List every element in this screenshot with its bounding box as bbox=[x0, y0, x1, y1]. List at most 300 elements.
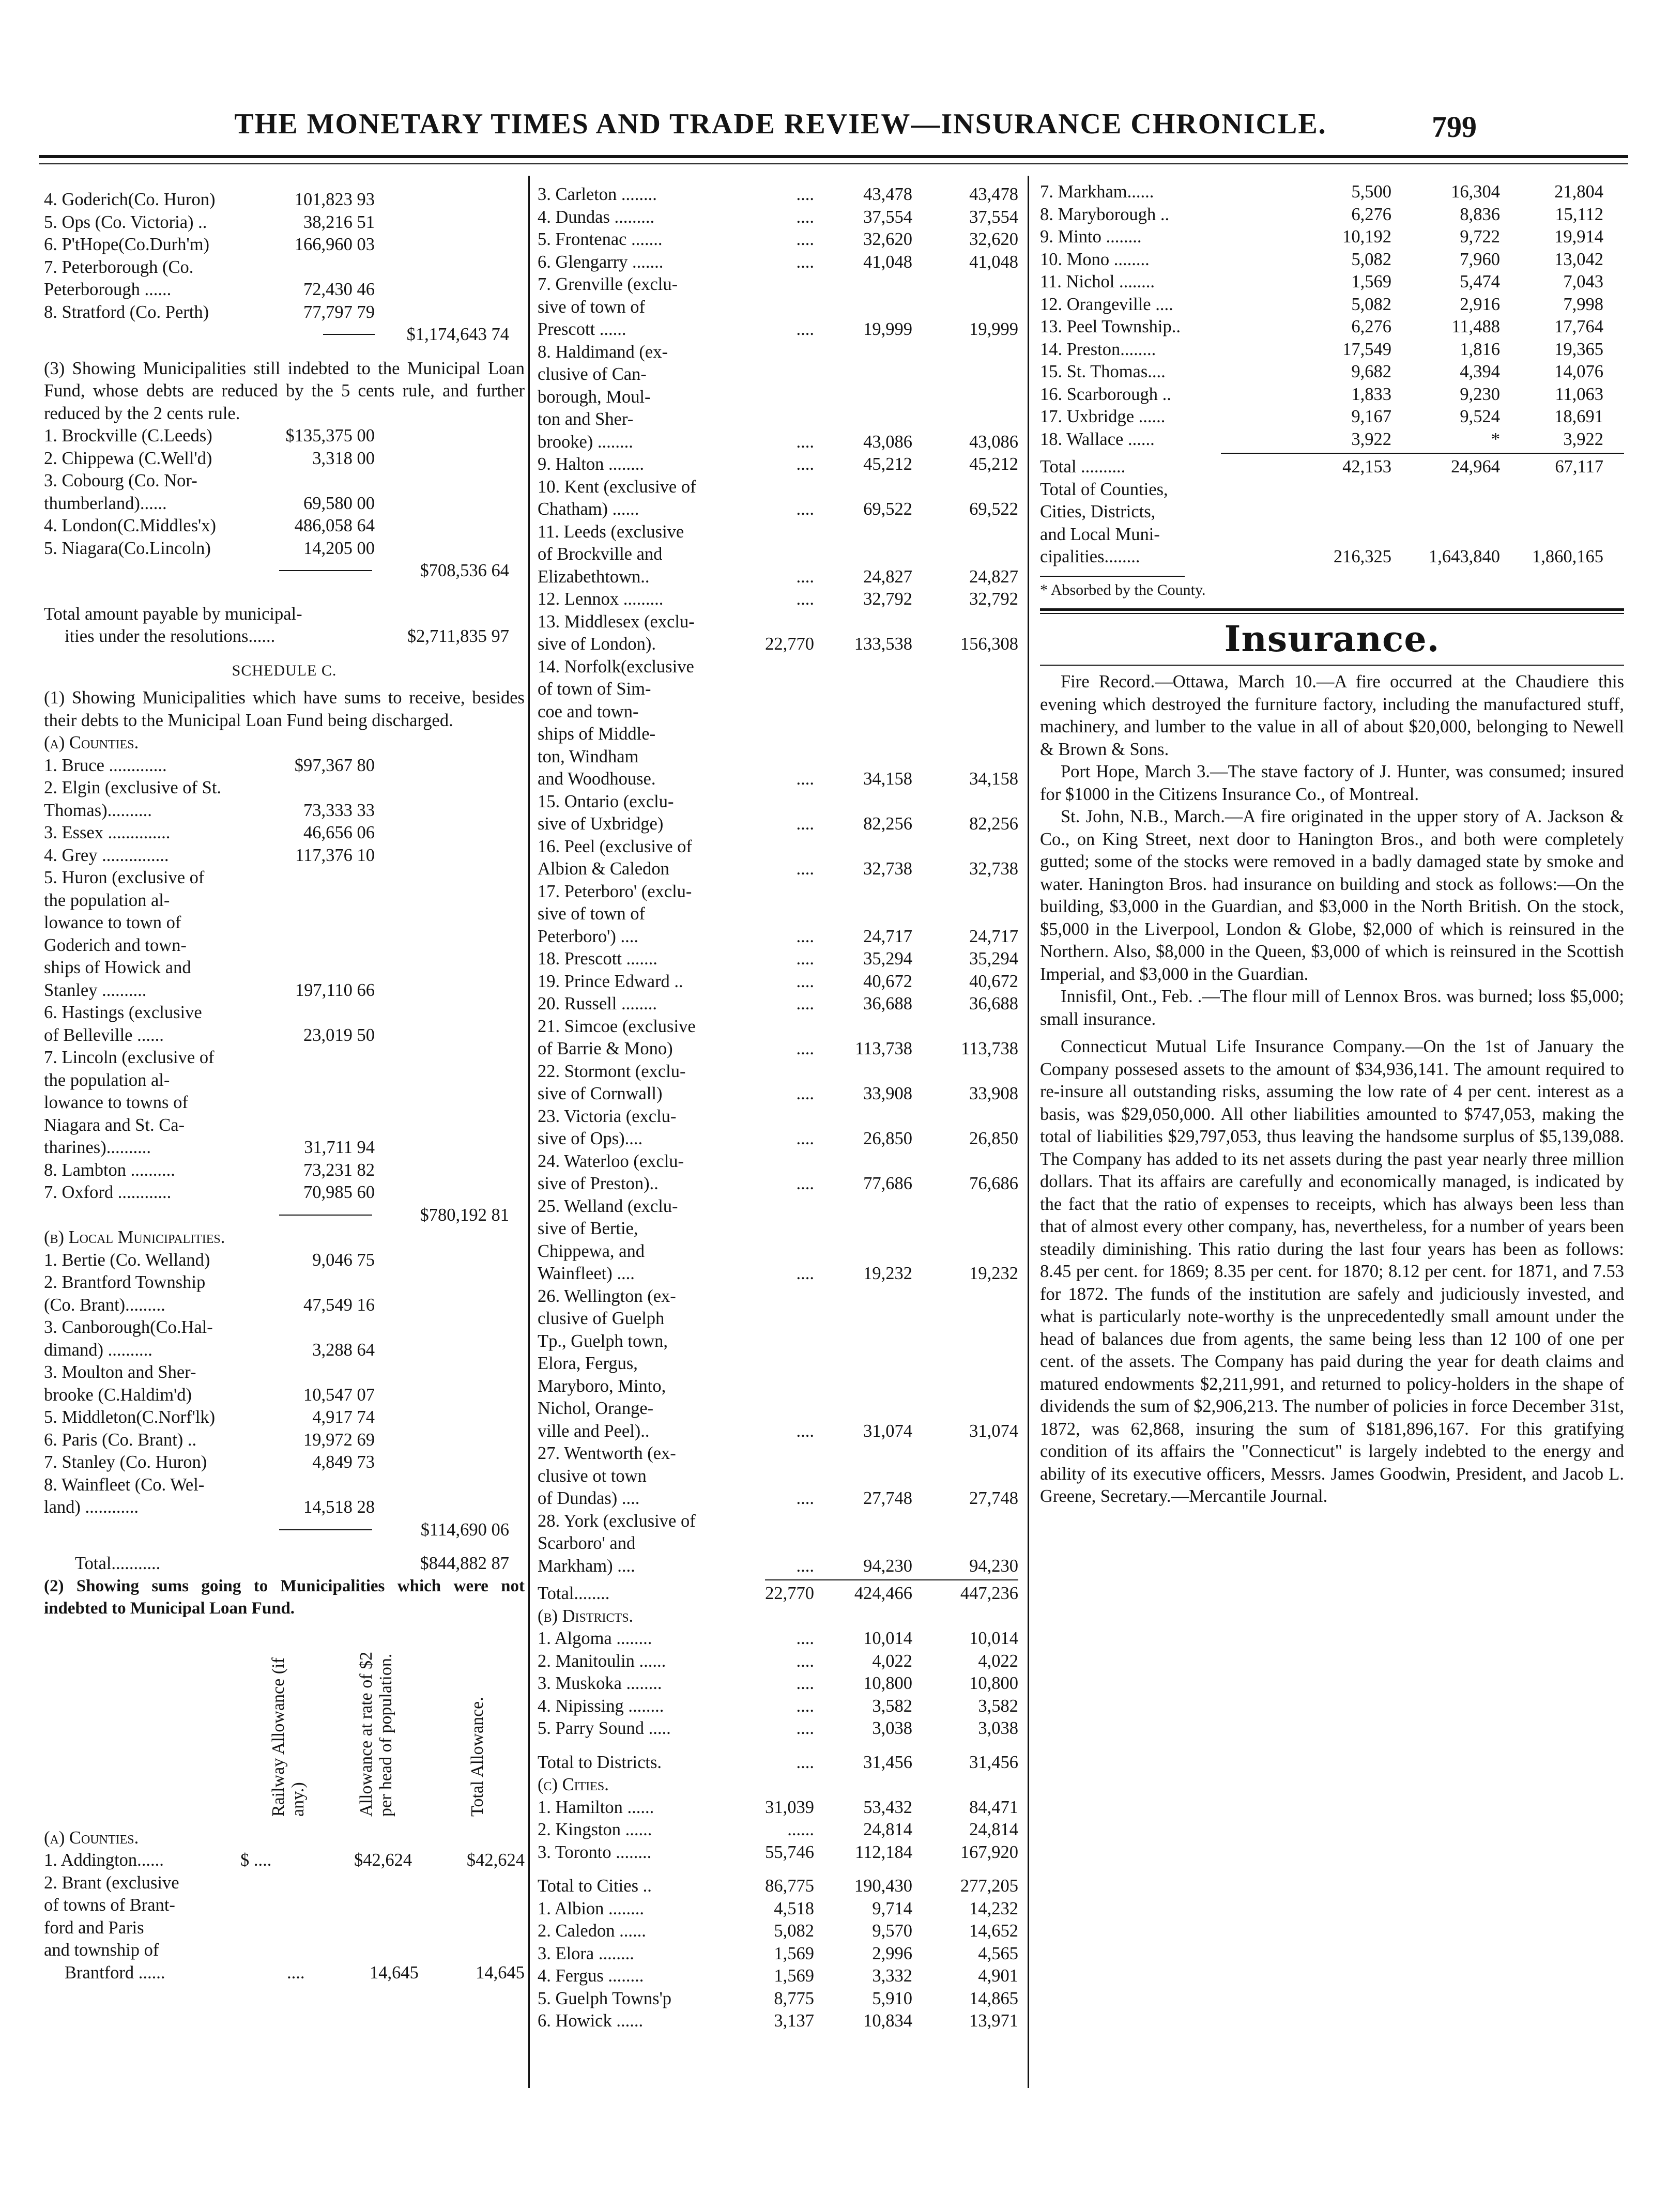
item-name: 5. Niagara(Co.Lincoln) bbox=[44, 538, 211, 558]
table-row bbox=[538, 206, 1018, 229]
table-row bbox=[538, 903, 1018, 926]
row-value-3: 3,922 bbox=[1563, 429, 1603, 449]
row-value-2: 31,456 bbox=[863, 1752, 912, 1772]
paragraph-st-john: St. John, N.B., March.—A fire originated in the upper story of A. Jackson & Co., on King Street, next door to Hanington Bros., and both were completely gutted; some of the stocks were removed in a badly damaged state by smoke and water. Hanington Bros. had insurance on building and stock as follows:—On the building, $3,000 in the Guardian, and $3,000 in the North British. On the stock, $5,000 in the Liverpool, London & Globe, $2,000 of which is reinsured in the Northern. Also, $8,000 in the Queen, $3,000 of which is reinsured in the Scottish Imperial, and $3,000 in the Guardian. bbox=[1040, 807, 1624, 984]
row-label: 16. Peel (exclusive of bbox=[538, 836, 692, 856]
table-row bbox=[538, 926, 1018, 948]
list-item bbox=[44, 1361, 525, 1384]
row-label: 1. Albion ........ bbox=[538, 1898, 645, 1918]
row-label: 4. Dundas ......... bbox=[538, 207, 655, 227]
row-value-2: 9,714 bbox=[872, 1898, 912, 1918]
table-row bbox=[538, 1240, 1018, 1263]
column-divider-right bbox=[1028, 176, 1029, 2088]
table-row bbox=[1040, 181, 1624, 204]
table-row bbox=[538, 881, 1018, 903]
item-name: 6. Paris (Co. Brant) .. bbox=[44, 1430, 197, 1450]
row-label: 16. Scarborough .. bbox=[1040, 384, 1171, 404]
page-number: 799 bbox=[1432, 110, 1477, 144]
list-item bbox=[44, 493, 525, 515]
table-row bbox=[538, 1510, 1018, 1533]
item-name: 1. Bertie (Co. Welland) bbox=[44, 1250, 210, 1270]
row-value-1: 1,569 bbox=[774, 1943, 814, 1963]
item-name: 3. Canborough(Co.Hal- bbox=[44, 1317, 213, 1337]
row-value-1: 55,746 bbox=[765, 1842, 814, 1862]
item-name: 2. Elgin (exclusive of St. bbox=[44, 778, 222, 797]
item-name: 1. Bruce ............. bbox=[44, 755, 167, 775]
table-row bbox=[538, 341, 1018, 364]
row-value-1: 3,922 bbox=[1351, 429, 1391, 449]
row-label: 14. Norfolk(exclusive bbox=[538, 656, 694, 677]
list-item bbox=[44, 1451, 525, 1474]
table-row bbox=[538, 1988, 1018, 2010]
row-label: 17. Peterboro' (exclu- bbox=[538, 881, 692, 901]
row-value-3: 41,048 bbox=[969, 252, 1018, 272]
item-amount: $97,367 80 bbox=[294, 755, 375, 775]
footnote-rule bbox=[1040, 576, 1185, 577]
table-row bbox=[538, 1532, 1018, 1555]
item-name: 3. Essex .............. bbox=[44, 823, 171, 842]
table-row bbox=[538, 2010, 1018, 2033]
row-value-2: 33,908 bbox=[863, 1084, 912, 1103]
row-value-2: 4,394 bbox=[1460, 362, 1500, 381]
row-value-3: 447,236 bbox=[960, 1584, 1018, 1603]
list-item bbox=[44, 844, 525, 867]
row-label: ton and Sher- bbox=[538, 409, 634, 429]
row-label: 18. Wallace ...... bbox=[1040, 429, 1155, 449]
table-row bbox=[538, 1353, 1018, 1375]
table-row bbox=[538, 1442, 1018, 1465]
item-name: land) ............ bbox=[44, 1497, 139, 1517]
row-value-3: 277,205 bbox=[960, 1876, 1018, 1896]
row-value-3: 67,117 bbox=[1555, 457, 1603, 477]
table-row bbox=[538, 1105, 1018, 1128]
item-amount: 166,960 03 bbox=[294, 235, 375, 254]
row-label: 15. St. Thomas.... bbox=[1040, 362, 1166, 381]
row-value-1: 3,137 bbox=[774, 2011, 814, 2031]
local-total: $114,690 06 bbox=[420, 1519, 509, 1540]
cities-heading: (c) Cities. bbox=[538, 1775, 609, 1794]
row-value-2: 31,074 bbox=[863, 1421, 912, 1441]
row-label: 3. Carleton ........ bbox=[538, 185, 657, 204]
row-value-2: 10,834 bbox=[863, 2011, 912, 2031]
item-name: 4. Goderich(Co. Huron) bbox=[44, 190, 216, 209]
table-row bbox=[1040, 383, 1624, 406]
item-name: 4. London(C.Middles'x) bbox=[44, 516, 216, 535]
line-text: ford and Paris bbox=[44, 1917, 144, 1938]
column-3 bbox=[1040, 181, 1624, 1508]
table-row bbox=[538, 1841, 1018, 1864]
total-payable-line-1: Total amount payable by municipal- bbox=[44, 604, 302, 624]
table-row bbox=[538, 183, 1018, 206]
row-value-3: 32,620 bbox=[969, 229, 1018, 249]
item-name: tharines).......... bbox=[44, 1138, 151, 1157]
row-value-1: .... bbox=[796, 1696, 814, 1716]
text-line bbox=[1040, 479, 1624, 501]
list-item bbox=[44, 755, 525, 777]
counties-table bbox=[538, 183, 1018, 1577]
row-value-2: 3,332 bbox=[872, 1966, 912, 1986]
row-value-1: 216,325 bbox=[1333, 547, 1391, 566]
table-row bbox=[538, 1218, 1018, 1240]
row-label: 2. Caledon ...... bbox=[538, 1921, 646, 1941]
item-amount: 46,656 06 bbox=[303, 823, 375, 842]
row-value-2: 11,488 bbox=[1451, 317, 1500, 336]
row-value-2: 1,816 bbox=[1460, 339, 1500, 359]
list-b-total: $708,536 64 bbox=[420, 561, 509, 580]
table-row bbox=[538, 993, 1018, 1016]
list-item bbox=[44, 957, 525, 979]
row-value-1: .... bbox=[796, 814, 814, 834]
row-label: 4. Nipissing ........ bbox=[538, 1696, 664, 1716]
row-label: of Dundas) .... bbox=[538, 1488, 640, 1508]
list-item bbox=[44, 1339, 525, 1362]
row-value-2: 5,910 bbox=[872, 1988, 912, 2008]
list-item bbox=[44, 1294, 525, 1317]
row-label: 2. Kingston ...... bbox=[538, 1820, 652, 1839]
table-row bbox=[538, 1627, 1018, 1650]
row-label: Markham) .... bbox=[538, 1556, 635, 1576]
row-value-1: .... bbox=[796, 1084, 814, 1103]
row-label: 11. Leeds (exclusive bbox=[538, 521, 684, 542]
table-row bbox=[538, 948, 1018, 971]
row-label: 28. York (exclusive of bbox=[538, 1511, 696, 1531]
item-amount: 14,205 00 bbox=[303, 538, 375, 558]
item-name: 3. Moulton and Sher- bbox=[44, 1362, 196, 1382]
row-label: Chatham) ...... bbox=[538, 499, 639, 519]
item-amount: 9,046 75 bbox=[312, 1250, 375, 1270]
item-amount: 4,849 73 bbox=[312, 1452, 375, 1472]
list-item bbox=[44, 1136, 525, 1159]
table-row bbox=[538, 1308, 1018, 1330]
row-value-2: 24,717 bbox=[863, 926, 912, 946]
row-label: Total .......... bbox=[1040, 457, 1126, 477]
towns-table bbox=[538, 1898, 1018, 2033]
row-value-3: 94,230 bbox=[969, 1556, 1018, 1576]
item-name: 8. Lambton .......... bbox=[44, 1160, 175, 1180]
row-value-3: 7,998 bbox=[1563, 294, 1603, 314]
list-item bbox=[44, 934, 525, 957]
item-name: Thomas).......... bbox=[44, 800, 152, 820]
row-value-2: 10,800 bbox=[863, 1673, 912, 1693]
item-name: 2. Brantford Township bbox=[44, 1272, 206, 1292]
column-2 bbox=[538, 183, 1018, 2033]
text-line bbox=[44, 1872, 525, 1895]
total-rule bbox=[279, 1529, 372, 1530]
table-row bbox=[1040, 456, 1624, 479]
row-value-1: .... bbox=[796, 1264, 814, 1283]
table-row bbox=[538, 1465, 1018, 1488]
insurance-heading: Insurance. bbox=[1224, 619, 1440, 660]
row-label: Tp., Guelph town, bbox=[538, 1331, 668, 1351]
row-label: 9. Minto ........ bbox=[1040, 227, 1142, 247]
cities-table bbox=[538, 1796, 1018, 1864]
table-row bbox=[1040, 428, 1624, 451]
table-row bbox=[538, 768, 1018, 791]
row-value-3: 43,478 bbox=[969, 185, 1018, 204]
table-row bbox=[1040, 226, 1624, 249]
list-item bbox=[44, 537, 525, 560]
item-name: the population al- bbox=[44, 890, 170, 910]
row-value-1: .... bbox=[796, 229, 814, 249]
item-amount: 19,972 69 bbox=[303, 1430, 375, 1450]
item-amount: 3,288 64 bbox=[312, 1340, 375, 1360]
list-item bbox=[44, 1181, 525, 1204]
table-row bbox=[538, 1695, 1018, 1718]
table-row bbox=[538, 543, 1018, 566]
table-row bbox=[1040, 406, 1624, 428]
row-value-1: 9,682 bbox=[1351, 362, 1391, 381]
line-text: Cities, Districts, bbox=[1040, 502, 1156, 521]
list-item bbox=[44, 777, 525, 800]
row-value-3: 19,999 bbox=[969, 319, 1018, 339]
row-value-2: 45,212 bbox=[863, 454, 912, 474]
row-value-1: 17,549 bbox=[1342, 339, 1391, 359]
item-name: Niagara and St. Ca- bbox=[44, 1115, 185, 1135]
row-value-1: .... bbox=[796, 1718, 814, 1738]
counties-heading: (a) Counties. bbox=[44, 733, 139, 752]
header-rule-thick bbox=[39, 155, 1628, 158]
row-value-3: 34,158 bbox=[969, 769, 1018, 789]
item-amount: $135,375 00 bbox=[285, 426, 375, 446]
item-amount: 38,216 51 bbox=[303, 212, 375, 232]
row-value-1: 4,518 bbox=[774, 1898, 814, 1918]
item-amount: 10,547 07 bbox=[303, 1385, 375, 1405]
table-row bbox=[538, 1128, 1018, 1150]
schedule-heading: SCHEDULE C. bbox=[232, 662, 337, 679]
table-row bbox=[538, 656, 1018, 679]
row-label: 1. Hamilton ...... bbox=[538, 1797, 654, 1817]
row-label: ton, Windham bbox=[538, 746, 639, 766]
item-name: the population al- bbox=[44, 1070, 170, 1090]
total-rule bbox=[279, 570, 372, 571]
list-item bbox=[44, 515, 525, 537]
total-rule bbox=[1221, 453, 1624, 454]
list-item bbox=[44, 234, 525, 256]
row-value-2: 43,478 bbox=[863, 185, 912, 204]
grand-total-row: Total........... $844,882 87 bbox=[44, 1553, 525, 1575]
item-amount: 31,711 94 bbox=[304, 1138, 375, 1157]
table-row bbox=[538, 521, 1018, 544]
table-row bbox=[538, 633, 1018, 656]
addington-row: 1. Addington...... $ .... $42,624 $42,624 bbox=[44, 1850, 525, 1870]
table-row bbox=[538, 1650, 1018, 1673]
row-value-2: 26,850 bbox=[863, 1129, 912, 1148]
row-label: clusive of Guelph bbox=[538, 1309, 665, 1328]
list-item bbox=[44, 867, 525, 889]
item-name: 8. Stratford (Co. Perth) bbox=[44, 302, 209, 322]
list-item bbox=[44, 425, 525, 448]
row-label: 5. Parry Sound ..... bbox=[538, 1718, 671, 1738]
total-rule bbox=[323, 334, 375, 335]
row-value-2: 82,256 bbox=[863, 814, 912, 834]
row-value-1: 1,569 bbox=[774, 1966, 814, 1986]
list-item bbox=[44, 1496, 525, 1519]
row-value-3: 40,672 bbox=[969, 971, 1018, 991]
table-row bbox=[538, 251, 1018, 274]
table-row bbox=[538, 1965, 1018, 1988]
item-name: 7. Lincoln (exclusive of bbox=[44, 1048, 215, 1067]
item-name: Goderich and town- bbox=[44, 935, 187, 955]
table-row bbox=[538, 498, 1018, 521]
row-label: 25. Welland (exclu- bbox=[538, 1196, 678, 1216]
paragraph-port-hope: Port Hope, March 3.—The stave factory of J. Hunter, was consumed; insured for $1000 in the Citizens Insurance Co., of Montreal. bbox=[1040, 762, 1624, 804]
row-value-2: 9,524 bbox=[1460, 407, 1500, 426]
item-name: lowance to town of bbox=[44, 913, 181, 932]
row-label: of town of Sim- bbox=[538, 679, 651, 699]
table-row bbox=[538, 1898, 1018, 1921]
table-row bbox=[538, 746, 1018, 769]
row-value-2: 3,038 bbox=[872, 1718, 912, 1738]
row-value-1: .... bbox=[796, 185, 814, 204]
row-value-2: 5,474 bbox=[1460, 272, 1500, 291]
row-value-1: 6,276 bbox=[1351, 204, 1391, 224]
table-row bbox=[538, 408, 1018, 431]
table-row bbox=[538, 1375, 1018, 1398]
row-value-2: 7,960 bbox=[1460, 249, 1500, 269]
table-row bbox=[538, 1717, 1018, 1740]
row-value-2: 34,158 bbox=[863, 769, 912, 789]
row-value-3: 4,901 bbox=[978, 1966, 1018, 1986]
footnote: * Absorbed by the County. bbox=[1040, 581, 1206, 598]
list-item bbox=[44, 256, 525, 279]
grand-total-lines bbox=[1040, 479, 1624, 546]
row-label: 3. Toronto ........ bbox=[538, 1842, 652, 1862]
row-label: 11. Nichol ........ bbox=[1040, 272, 1155, 291]
row-value-2: 10,014 bbox=[863, 1629, 912, 1648]
row-label: cipalities........ bbox=[1040, 547, 1140, 566]
row-value-1: 8,775 bbox=[774, 1988, 814, 2008]
row-value-3: 3,038 bbox=[978, 1718, 1018, 1738]
row-value-2: 69,522 bbox=[863, 499, 912, 519]
row-value-3: 35,294 bbox=[969, 949, 1018, 969]
row-label: 8. Haldimand (ex- bbox=[538, 342, 668, 362]
row-value-1: ...... bbox=[787, 1820, 814, 1839]
row-label: 19. Prince Edward .. bbox=[538, 971, 683, 991]
row-value-2: 32,792 bbox=[863, 589, 912, 609]
list-item bbox=[44, 822, 525, 844]
table-row bbox=[538, 723, 1018, 746]
table-row bbox=[1040, 294, 1624, 316]
list-item bbox=[44, 448, 525, 470]
item-amount: 486,058 64 bbox=[294, 516, 375, 535]
counties-total: $780,192 81 bbox=[420, 1205, 509, 1225]
row-value-3: 69,522 bbox=[969, 499, 1018, 519]
local-municipalities-list bbox=[44, 1249, 525, 1519]
row-value-3: 13,971 bbox=[969, 2011, 1018, 2031]
table-row bbox=[538, 1038, 1018, 1061]
row-value-3: 24,814 bbox=[969, 1820, 1018, 1839]
row-value-1: .... bbox=[796, 1129, 814, 1148]
row-value-1: .... bbox=[796, 1629, 814, 1648]
text-line bbox=[1040, 501, 1624, 524]
row-value-2: 36,688 bbox=[863, 994, 912, 1013]
row-value-1: 10,192 bbox=[1342, 227, 1391, 247]
row-value-3: 33,908 bbox=[969, 1084, 1018, 1103]
row-label: 9. Halton ........ bbox=[538, 454, 645, 474]
row-value-1: .... bbox=[796, 499, 814, 519]
rotated-column-headers bbox=[44, 1620, 525, 1827]
table-row bbox=[538, 1487, 1018, 1510]
grand-total-row bbox=[1040, 546, 1624, 569]
list-item bbox=[44, 189, 525, 211]
row-value-3: 32,792 bbox=[969, 589, 1018, 609]
row-value-2: 3,582 bbox=[872, 1696, 912, 1716]
row-label: sive of Bertie, bbox=[538, 1219, 638, 1238]
row-value-1: .... bbox=[796, 566, 814, 587]
row-value-3: 14,232 bbox=[969, 1898, 1018, 1918]
row-value-1: .... bbox=[796, 971, 814, 991]
table-row bbox=[538, 1875, 1018, 1898]
row-value-1: 5,500 bbox=[1351, 182, 1391, 202]
table-row bbox=[538, 1173, 1018, 1195]
row-value-3: 31,074 bbox=[969, 1421, 1018, 1441]
row-label: 5. Frontenac ....... bbox=[538, 229, 663, 249]
list-item bbox=[44, 1002, 525, 1024]
row-label: ville and Peel).. bbox=[538, 1421, 650, 1441]
list-item bbox=[44, 1316, 525, 1339]
row-label: 5. Guelph Towns'p bbox=[538, 1988, 672, 2008]
counties-total-row bbox=[44, 1204, 525, 1227]
row-value-3: 1,860,165 bbox=[1532, 547, 1603, 566]
row-value-3: 37,554 bbox=[969, 207, 1018, 227]
row-label: 3. Elora ........ bbox=[538, 1943, 634, 1963]
row-label: Nichol, Orange- bbox=[538, 1399, 654, 1418]
item-amount: 117,376 10 bbox=[295, 845, 375, 865]
row-value-1: .... bbox=[796, 454, 814, 474]
row-label: 12. Orangeville .... bbox=[1040, 294, 1173, 314]
row-value-3: 4,565 bbox=[978, 1943, 1018, 1963]
row-label: Elora, Fergus, bbox=[538, 1354, 638, 1373]
table-row bbox=[538, 1943, 1018, 1965]
row-label: of Brockville and bbox=[538, 544, 663, 564]
row-value-2: 35,294 bbox=[863, 949, 912, 969]
list-item bbox=[44, 1092, 525, 1114]
row-label: 24. Waterloo (exclu- bbox=[538, 1151, 684, 1171]
list-item bbox=[44, 1249, 525, 1272]
brant-lines bbox=[44, 1872, 525, 1962]
row-label: sive of Preston).. bbox=[538, 1174, 659, 1193]
districts-total-row bbox=[538, 1752, 1018, 1774]
row-label: 27. Wentworth (ex- bbox=[538, 1443, 676, 1463]
list-item bbox=[44, 211, 525, 234]
row-value-3: 31,456 bbox=[969, 1752, 1018, 1772]
item-name: 5. Middleton(C.Norf'lk) bbox=[44, 1407, 216, 1427]
row-value-2: 19,999 bbox=[863, 319, 912, 339]
table-row bbox=[1040, 339, 1624, 361]
row-label: 1. Algoma ........ bbox=[538, 1629, 652, 1648]
item-name: 7. Oxford ............ bbox=[44, 1182, 172, 1202]
table-row bbox=[538, 453, 1018, 476]
table-row bbox=[538, 1796, 1018, 1819]
row-value-1: .... bbox=[796, 207, 814, 227]
row-value-1: .... bbox=[796, 1752, 814, 1772]
row-value-3: 19,232 bbox=[969, 1264, 1018, 1283]
total-rule bbox=[279, 1215, 372, 1216]
row-value-3: 4,022 bbox=[978, 1651, 1018, 1671]
row-value-3: 11,063 bbox=[1555, 384, 1603, 404]
item-amount: 4,917 74 bbox=[312, 1407, 375, 1427]
row-value-3: 15,112 bbox=[1555, 204, 1603, 224]
local-total-row bbox=[44, 1519, 525, 1542]
line-text: 2. Brant (exclusive bbox=[44, 1872, 179, 1893]
table-row bbox=[538, 1285, 1018, 1308]
item-amount: 101,823 93 bbox=[294, 190, 375, 209]
total-payable-line-2: ities under the resolutions...... $2,711,835 97 bbox=[44, 625, 525, 648]
row-label: sive of Cornwall) bbox=[538, 1084, 663, 1103]
railway-allowance-header: Railway Allowance (if any.) bbox=[269, 1657, 308, 1817]
row-value-1: .... bbox=[796, 859, 814, 879]
table-row bbox=[538, 1555, 1018, 1578]
